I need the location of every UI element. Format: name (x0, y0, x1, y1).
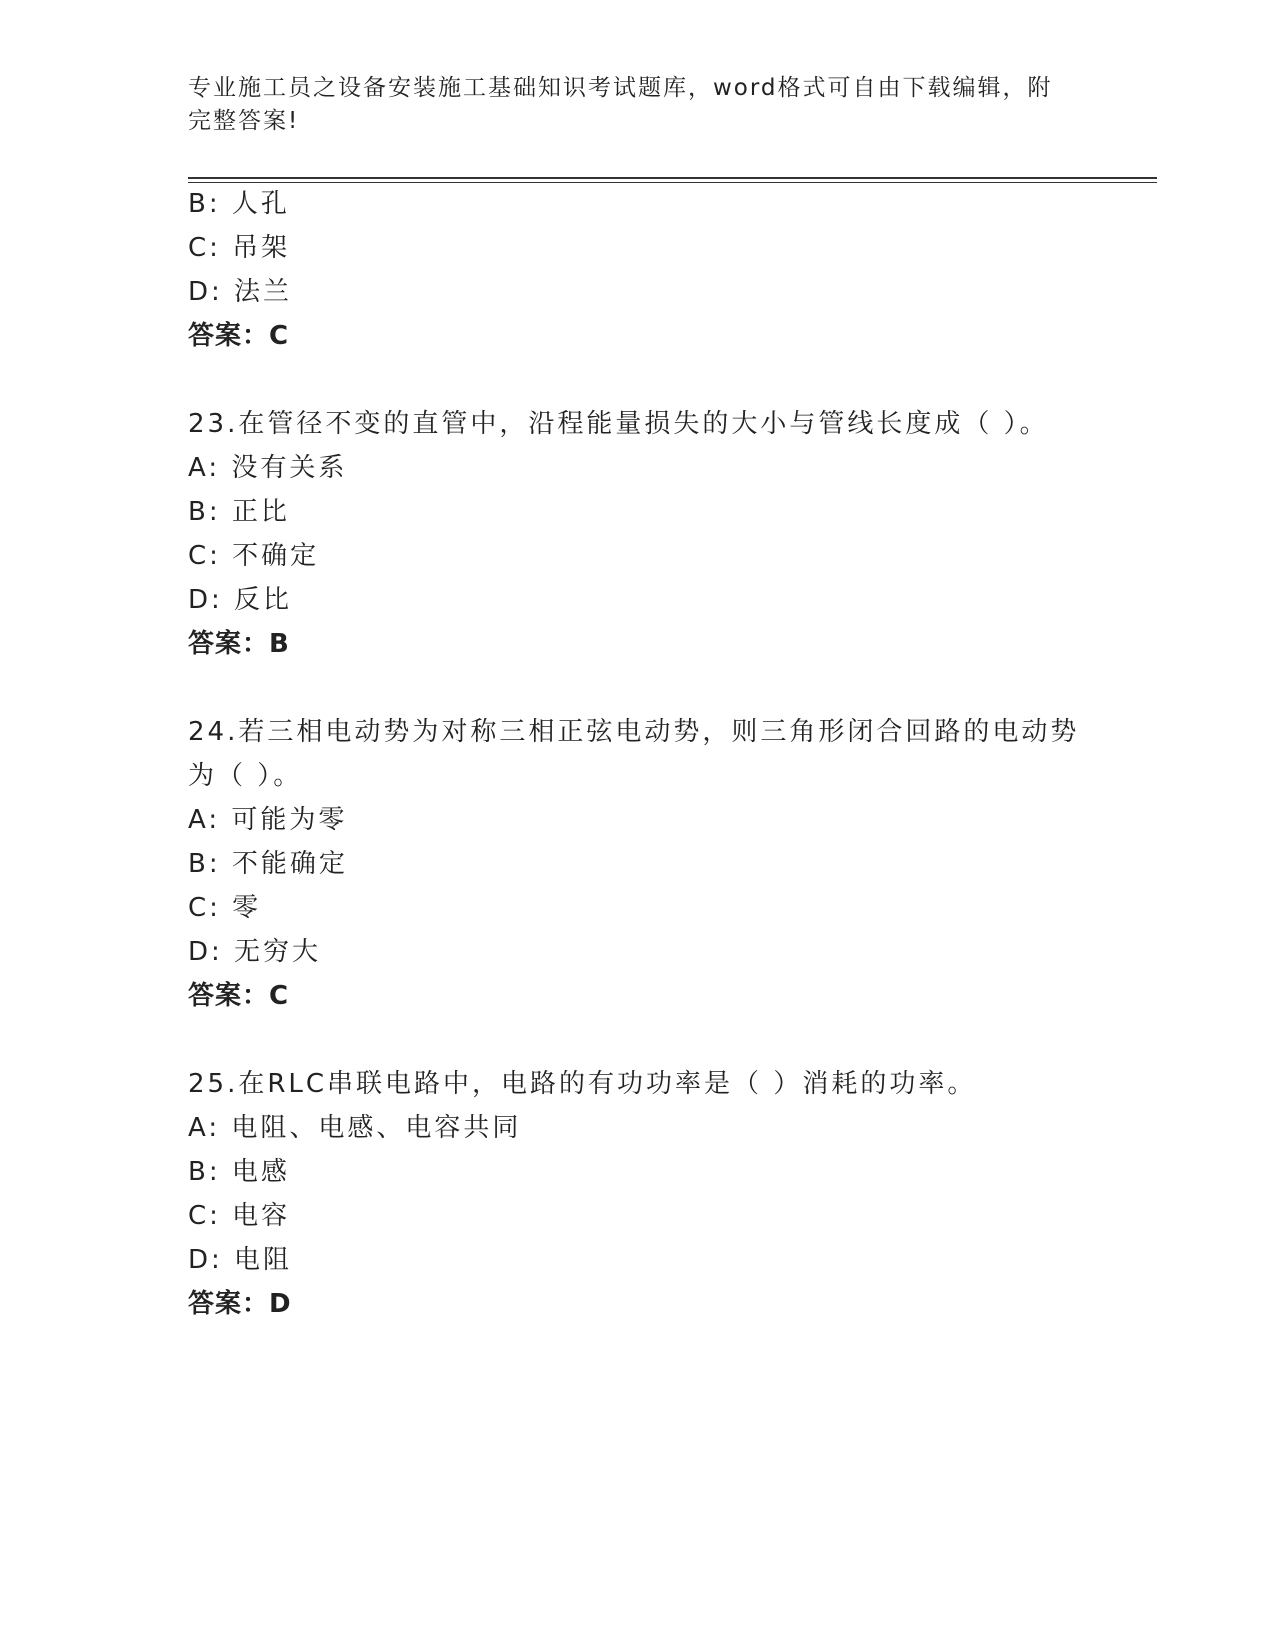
option-b: B: 正比 (188, 497, 290, 527)
document-header: 专业施工员之设备安装施工基础知识考试题库，word格式可自由下载编辑，附完整答案! (188, 75, 1053, 134)
answer: 答案：B (188, 629, 290, 659)
answer: 答案：C (188, 981, 290, 1011)
option-c: C: 电容 (188, 1201, 291, 1231)
option-a: A: 可能为零 (188, 805, 348, 835)
answer: 答案：D (188, 1289, 292, 1319)
option-a: A: 电阻、电感、电容共同 (188, 1113, 522, 1143)
option-a: A: 没有关系 (188, 453, 348, 483)
header-divider-thin (188, 182, 1157, 183)
question-stem: 24.若三相电动势为对称三相正弦电动势，则三角形闭合回路的电动势 (188, 717, 1080, 747)
option-b: B: 电感 (188, 1157, 290, 1187)
option-c: C: 吊架 (188, 233, 291, 263)
option-d: D: 电阻 (188, 1245, 293, 1275)
question-stem: 23.在管径不变的直管中，沿程能量损失的大小与管线长度成（ ）。 (188, 409, 1049, 439)
question-stem: 25.在RLC串联电路中，电路的有功功率是（ ）消耗的功率。 (188, 1069, 977, 1099)
answer: 答案：C (188, 321, 290, 351)
option-b: B: 人孔 (188, 189, 290, 219)
option-d: D: 无穷大 (188, 937, 322, 967)
option-c: C: 零 (188, 893, 262, 923)
option-b: B: 不能确定 (188, 849, 348, 879)
option-c: C: 不确定 (188, 541, 320, 571)
option-d: D: 法兰 (188, 277, 293, 307)
header-divider-thick (188, 177, 1157, 179)
option-d: D: 反比 (188, 585, 293, 615)
question-stem-continued: 为（ ）。 (188, 761, 303, 791)
